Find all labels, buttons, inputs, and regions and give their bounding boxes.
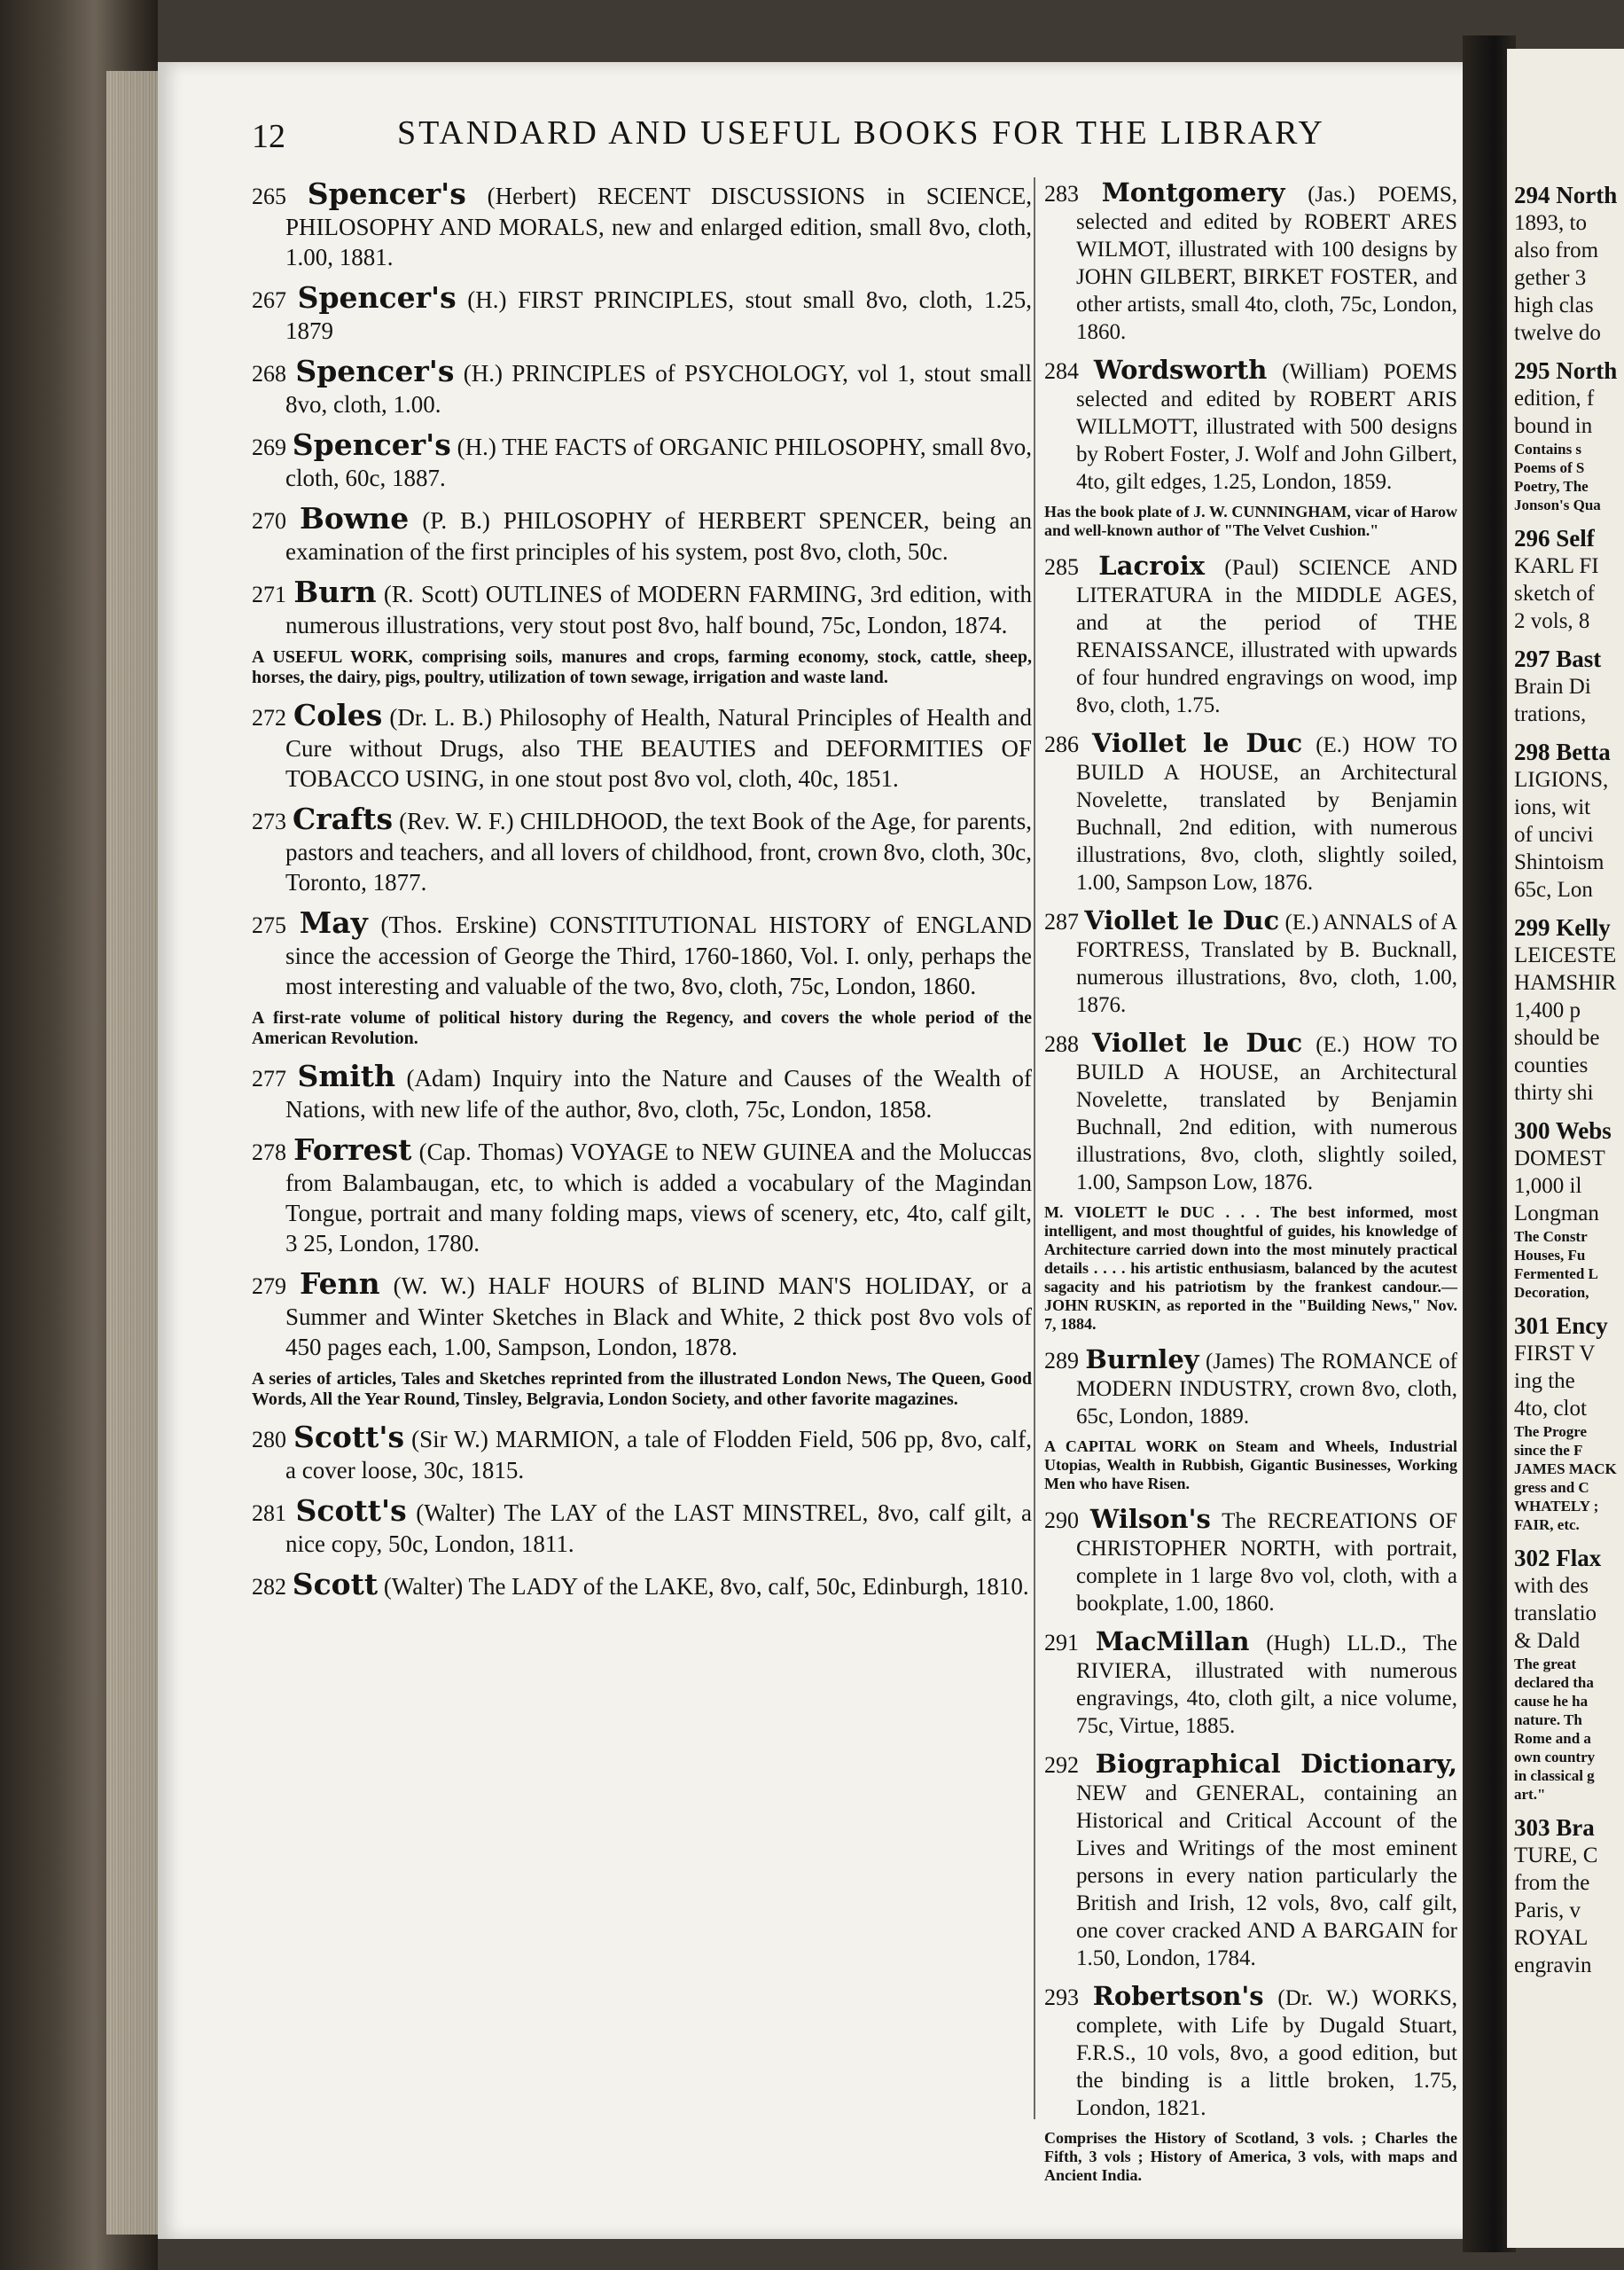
right-fragment-line: 298 Betta bbox=[1514, 739, 1611, 765]
right-fragment-line: since the F bbox=[1514, 1442, 1583, 1459]
right-fragment-line: 1,000 il bbox=[1514, 1174, 1582, 1198]
entry-number: 279 bbox=[252, 1273, 286, 1299]
right-fragment-line: The Progre bbox=[1514, 1423, 1587, 1440]
entry-author: May bbox=[299, 905, 368, 940]
right-fragment-line: FIRST V bbox=[1514, 1342, 1596, 1366]
right-fragment-line: of uncivi bbox=[1514, 823, 1594, 847]
right-fragment-line: engravin bbox=[1514, 1953, 1592, 1977]
right-fragment-line: cause he ha bbox=[1514, 1693, 1589, 1710]
entry-description: (Paul) SCIENCE AND LITERATURA in the MIDDLE AGES, and at the period of THE RENAISSANCE, illustrated with upwards of four hundred engravings on wood, imp 8vo, cloth, 1.75. bbox=[1076, 556, 1458, 717]
column-rule bbox=[1034, 177, 1035, 2119]
right-fragment-line: counties bbox=[1514, 1053, 1589, 1077]
entry-description: (Cap. Thomas) VOYAGE to NEW GUINEA and the Moluccas from Balambaugan, etc, to which is added a vocabulary of the Magindan Tongue, portrait and many folding maps, views of scenery, etc, 4to, calf gilt, 3 25, London, 1780. bbox=[285, 1139, 1033, 1256]
entry-number: 275 bbox=[252, 912, 286, 938]
right-fragment-line: Poetry, The bbox=[1514, 478, 1589, 495]
entry-author: Viollet le Duc bbox=[1084, 905, 1280, 935]
entry-number: 269 bbox=[252, 434, 286, 460]
entry-description: (Herbert) RECENT DISCUSSIONS in SCIENCE, PHILOSOPHY AND MORALS, new and enlarged edition, small 8vo, cloth, 1.00, 1881. bbox=[285, 183, 1032, 270]
entry-note: A CAPITAL WORK on Steam and Wheels, Industrial Utopias, Wealth in Rubbish, Gigantic Businesses, Working Men who have Risen. bbox=[1044, 1437, 1457, 1492]
right-fragment-line: 299 Kelly bbox=[1514, 914, 1611, 941]
entry-author: Spencer's bbox=[295, 354, 455, 388]
entry-description: (William) POEMS selected and edited by ROBERT ARIS WILLMOTT, illustrated with 500 designs by Robert Foster, J. Wolf and John Gilbert, 4to, gilt edges, 1.25, London, 1859. bbox=[1076, 360, 1458, 494]
entry-author: Burn bbox=[293, 575, 377, 609]
entry-number: 271 bbox=[252, 582, 286, 607]
entry-number: 280 bbox=[252, 1427, 286, 1452]
entry-description: (Dr. L. B.) Philosophy of Health, Natural Principles of Health and Cure without Drugs, also THE BEAUTIES and DEFORMITIES OF TOBACCO USING, in one stout post 8vo vol, cloth, 40c, 1851. bbox=[285, 704, 1033, 792]
right-fragment-line: declared tha bbox=[1514, 1674, 1594, 1691]
entry-number: 291 bbox=[1044, 1630, 1079, 1656]
right-fragment-line: 295 North bbox=[1514, 357, 1618, 384]
entry-number: 281 bbox=[252, 1500, 286, 1526]
entry-description: (H.) THE FACTS of ORGANIC PHILOSOPHY, small 8vo, cloth, 60c, 1887. bbox=[285, 434, 1032, 491]
entry-note: Comprises the History of Scotland, 3 vols. ; Charles the Fifth, 3 vols ; History of America, 3 vols, with maps and Ancient India. bbox=[1044, 2129, 1457, 2184]
right-fragment-line: The Constr bbox=[1514, 1228, 1588, 1245]
right-fragment-line: 303 Bra bbox=[1514, 1814, 1595, 1841]
right-fragment-line: nature. Th bbox=[1514, 1711, 1582, 1728]
right-fragment-line: 297 Bast bbox=[1514, 646, 1602, 672]
entry-description: (H.) FIRST PRINCIPLES, stout small 8vo, cloth, 1.25, 1879 bbox=[285, 286, 1033, 344]
right-fragment-line: 65c, Lon bbox=[1514, 878, 1593, 902]
catalog-entry bbox=[252, 1569, 1032, 1602]
running-title: STANDARD AND USEFUL BOOKS FOR THE LIBRARY bbox=[397, 114, 1325, 152]
right-fragment-line: 300 Webs bbox=[1514, 1117, 1612, 1144]
right-fragment-line: TURE, C bbox=[1514, 1843, 1598, 1867]
right-fragment-line: with des bbox=[1514, 1574, 1589, 1598]
right-fragment-line: LEICESTE bbox=[1514, 943, 1617, 967]
entry-number: 289 bbox=[1044, 1348, 1079, 1374]
right-fragment-line: Decoration, bbox=[1514, 1284, 1589, 1301]
left-column bbox=[252, 176, 1033, 1613]
right-fragment-line: 1,400 p bbox=[1514, 998, 1581, 1022]
entry-description: NEW and GENERAL, containing an Historical and Critical Account of the Lives and Writings of the most eminent persons in every nation particularly the British and Irish, 12 vols, 8vo, calf gilt, one cover cracked AND A BARGAIN for 1.50, London, 1784. bbox=[1076, 1781, 1457, 1970]
entry-description: (Walter) The LAY of the LAST MINSTREL, 8vo, calf gilt, a nice copy, 50c, London, 1811. bbox=[285, 1499, 1033, 1557]
entry-number: 265 bbox=[252, 184, 286, 209]
entry-author: Robertson's bbox=[1092, 1981, 1264, 2011]
entry-description: (Jas.) POEMS, selected and edited by ROBERT ARES WILMOT, illustrated with 100 designs by JOHN GILBERT, BIRKET FOSTER, and other artists, small 4to, cloth, 75c, London, 1860. bbox=[1076, 183, 1457, 344]
catalog-entry bbox=[252, 698, 1033, 794]
right-column-fragment bbox=[1514, 182, 1624, 1979]
entry-author: Crafts bbox=[293, 802, 394, 836]
entry-number: 282 bbox=[252, 1574, 286, 1600]
catalog-entry bbox=[252, 905, 1033, 1001]
right-fragment-line: 302 Flax bbox=[1514, 1545, 1602, 1571]
right-fragment-line: The great bbox=[1514, 1656, 1577, 1672]
entry-number: 283 bbox=[1044, 181, 1079, 207]
right-fragment-line: KARL FI bbox=[1514, 554, 1599, 578]
right-fragment-line: also from bbox=[1514, 239, 1599, 262]
entry-number: 292 bbox=[1044, 1752, 1079, 1778]
right-fragment-line: edition, f bbox=[1514, 387, 1595, 411]
entry-author: Fenn bbox=[300, 1266, 380, 1301]
entry-author: Spencer's bbox=[297, 280, 457, 315]
catalog-entry bbox=[252, 577, 1032, 640]
entry-description: (E.) HOW TO BUILD A HOUSE, an Architectural Novelette, translated by Benjamin Buchnall, 2nd edition, with numerous illustrations, 8vo, cloth, slightly soiled, 1.00, Sampson Low, 1876. bbox=[1076, 1033, 1458, 1194]
right-fragment-line: Poems of S bbox=[1514, 459, 1585, 476]
catalog-entry bbox=[1044, 1628, 1457, 1740]
catalog-entry bbox=[252, 1266, 1033, 1362]
catalog-entry bbox=[252, 356, 1032, 419]
right-fragment-line: WHATELY ; bbox=[1514, 1498, 1599, 1515]
right-fragment-line: DOMEST bbox=[1514, 1147, 1605, 1170]
entry-number: 284 bbox=[1044, 358, 1079, 384]
entry-description: (H.) PRINCIPLES of PSYCHOLOGY, vol 1, stout small 8vo, cloth, 1.00. bbox=[285, 360, 1033, 418]
right-fragment-line: Shintoism bbox=[1514, 850, 1604, 874]
entry-description: (James) The ROMANCE of MODERN INDUSTRY, crown 8vo, cloth, 65c, London, 1889. bbox=[1076, 1350, 1457, 1429]
entry-description: (Rev. W. F.) CHILDHOOD, the text Book of the Age, for parents, pastors and teachers, and all lovers of childhood, front, crown 8vo, cloth, 30c, Toronto, 1877. bbox=[285, 808, 1033, 896]
entry-description: (P. B.) PHILOSOPHY of HERBERT SPENCER, being an examination of the first principles of his system, post 8vo, cloth, 50c. bbox=[285, 507, 1032, 565]
right-fragment-line: JAMES MACK bbox=[1514, 1460, 1617, 1477]
entry-number: 287 bbox=[1044, 909, 1079, 935]
entry-author: MacMillan bbox=[1095, 1626, 1250, 1656]
right-fragment-line: Brain Di bbox=[1514, 675, 1591, 699]
right-fragment-line: gether 3 bbox=[1514, 266, 1587, 290]
right-fragment-line: in classical g bbox=[1514, 1767, 1595, 1784]
right-fragment-line: HAMSHIR bbox=[1514, 971, 1617, 995]
catalog-entry bbox=[1044, 356, 1457, 496]
right-fragment-line: & Dald bbox=[1514, 1629, 1581, 1653]
entry-number: 293 bbox=[1044, 1984, 1079, 2010]
right-fragment-line: own country bbox=[1514, 1749, 1596, 1765]
entry-author: Scott's bbox=[295, 1493, 407, 1528]
catalog-entry bbox=[1044, 1750, 1457, 1972]
entry-description: (R. Scott) OUTLINES of MODERN FARMING, 3rd edition, with numerous illustrations, very stout post 8vo, half bound, 75c, London, 1874. bbox=[285, 581, 1033, 638]
right-fragment-line: Paris, v bbox=[1514, 1898, 1581, 1922]
right-fragment-line: 1893, to bbox=[1514, 211, 1587, 235]
catalog-entry bbox=[1044, 1506, 1457, 1617]
entry-author: Wordsworth bbox=[1093, 355, 1268, 385]
entry-number: 286 bbox=[1044, 732, 1079, 757]
page-edges bbox=[106, 71, 160, 2235]
catalog-entry bbox=[1044, 1029, 1457, 1196]
catalog-entry bbox=[252, 1132, 1033, 1258]
right-fragment-line: bound in bbox=[1514, 414, 1593, 438]
right-fragment-line: Rome and a bbox=[1514, 1730, 1591, 1747]
right-fragment-line: translatio bbox=[1514, 1601, 1597, 1625]
entry-author: Viollet le Duc bbox=[1091, 1028, 1303, 1058]
right-fragment-line: Longman bbox=[1514, 1202, 1599, 1225]
right-fragment-line: gress and C bbox=[1514, 1479, 1589, 1496]
catalog-entry bbox=[252, 804, 1032, 897]
right-fragment-line: 2 vols, 8 bbox=[1514, 609, 1590, 633]
right-fragment-line: 294 North bbox=[1514, 182, 1618, 208]
entry-description: (E.) HOW TO BUILD A HOUSE, an Architectural Novelette, translated by Benjamin Buchnall, 2nd edition, with numerous illustrations, 8vo, cloth, slightly soiled, 1.00, Sampson Low, 1876. bbox=[1076, 733, 1458, 895]
catalog-entry bbox=[1044, 907, 1457, 1019]
entry-author: Scott bbox=[292, 1567, 379, 1601]
entry-number: 267 bbox=[252, 287, 286, 313]
right-fragment-line: from the bbox=[1514, 1871, 1590, 1895]
entry-author: Viollet le Duc bbox=[1091, 728, 1303, 758]
entry-author: Montgomery bbox=[1101, 177, 1285, 207]
middle-column bbox=[1044, 179, 1457, 2197]
entry-description: (Adam) Inquiry into the Nature and Causes of the Wealth of Nations, with new life of the author, 8vo, cloth, 75c, London, 1858. bbox=[285, 1065, 1032, 1123]
entry-description: (Sir W.) MARMION, a tale of Flodden Field, 506 pp, 8vo, calf, a cover loose, 30c, 1815. bbox=[285, 1426, 1032, 1483]
entry-author: Spencer's bbox=[307, 176, 466, 211]
catalog-entry bbox=[252, 1493, 1033, 1559]
entry-number: 290 bbox=[1044, 1507, 1079, 1533]
right-fragment-line: ing the bbox=[1514, 1369, 1575, 1393]
entry-number: 277 bbox=[252, 1066, 286, 1092]
entry-description: (W. W.) HALF HOURS of BLIND MAN'S HOLIDAY, or a Summer and Winter Sketches in Black and White, 2 thick post 8vo vols of 450 pages each, 1.00, Sampson, London, 1878. bbox=[285, 1272, 1033, 1360]
right-fragment-line: twelve do bbox=[1514, 321, 1601, 345]
right-fragment-line: LIGIONS, bbox=[1514, 768, 1609, 792]
right-fragment-line: 4to, clot bbox=[1514, 1397, 1587, 1421]
catalog-entry bbox=[1044, 179, 1457, 346]
catalog-entry bbox=[1044, 1346, 1457, 1430]
entry-number: 270 bbox=[252, 508, 286, 534]
catalog-entry bbox=[1044, 730, 1457, 896]
right-fragment-line: Jonson's Qua bbox=[1514, 497, 1601, 513]
right-page-fragment bbox=[1507, 49, 1624, 2248]
entry-author: Scott's bbox=[293, 1420, 405, 1454]
entry-description: (E.) ANNALS of A FORTRESS, Translated by B. Bucknall, numerous illustrations, 8vo, cloth, 1.00, 1876. bbox=[1076, 911, 1458, 1017]
entry-number: 278 bbox=[252, 1139, 286, 1165]
right-fragment-line: trations, bbox=[1514, 702, 1587, 726]
entry-note: A USEFUL WORK, comprising soils, manures and crops, farming economy, stock, cattle, sheep, horses, the dairy, pigs, poultry, utilization of town sewage, irrigation and waste land. bbox=[252, 647, 1032, 687]
entry-number: 268 bbox=[252, 361, 286, 387]
right-fragment-line: Houses, Fu bbox=[1514, 1247, 1586, 1264]
right-fragment-line: thirty shi bbox=[1514, 1081, 1594, 1105]
catalog-entry bbox=[252, 1061, 1032, 1124]
entry-note: Has the book plate of J. W. CUNNINGHAM, vicar of Harow and well-known author of "The Velvet Cushion." bbox=[1044, 503, 1457, 539]
right-fragment-line: should be bbox=[1514, 1026, 1600, 1050]
entry-author: Forrest bbox=[293, 1132, 412, 1167]
page-number: 12 bbox=[252, 118, 285, 155]
catalog-entry bbox=[252, 176, 1032, 272]
entry-author: Wilson's bbox=[1089, 1504, 1211, 1534]
right-fragment-line: 301 Ency bbox=[1514, 1312, 1608, 1339]
entry-author: Spencer's bbox=[292, 427, 451, 462]
entry-number: 288 bbox=[1044, 1031, 1079, 1057]
right-fragment-line: sketch of bbox=[1514, 582, 1595, 606]
entry-description: The RECREATIONS OF CHRISTOPHER NORTH, with portrait, complete in 1 large 8vo vol, cloth, with a bookplate, 1.00, 1860. bbox=[1076, 1509, 1457, 1616]
catalog-entry bbox=[1044, 552, 1457, 719]
right-fragment-line: high clas bbox=[1514, 294, 1594, 317]
right-fragment-line: Contains s bbox=[1514, 441, 1582, 458]
page-header bbox=[158, 105, 1479, 176]
catalog-entry bbox=[1044, 1983, 1457, 2122]
right-fragment-line: Fermented L bbox=[1514, 1265, 1598, 1282]
right-fragment-line: FAIR, etc. bbox=[1514, 1516, 1580, 1533]
right-fragment-line: ROYAL bbox=[1514, 1926, 1589, 1950]
entry-author: Smith bbox=[297, 1059, 396, 1093]
entry-note: A first-rate volume of political history during the Regency, and covers the whole period of the American Revolution. bbox=[252, 1008, 1032, 1048]
catalog-entry bbox=[252, 427, 1032, 493]
entry-note: M. VIOLETT le DUC . . . The best informed, most intelligent, and most thoughtful of guides, his knowledge of Architecture carried down into the most minutely practical details . . . . his artistic enthusiasm, balanced by the acutest sagacity and his patriotism by the frankest candour.—JOHN RUSKIN, as reported in the "Building News," Nov. 7, 1884. bbox=[1044, 1203, 1457, 1333]
catalog-entry bbox=[252, 280, 1033, 346]
entry-author: Bowne bbox=[300, 501, 410, 536]
right-fragment-line: ions, wit bbox=[1514, 795, 1591, 819]
entry-author: Coles bbox=[293, 698, 383, 732]
catalog-entry bbox=[252, 1422, 1032, 1485]
entry-description: (Hugh) LL.D., The RIVIERA, illustrated with numerous engravings, 4to, cloth gilt, a nice volume, 75c, Virtue, 1885. bbox=[1076, 1632, 1458, 1738]
entry-author: Biographical Dictionary, bbox=[1095, 1749, 1457, 1779]
entry-author: Lacroix bbox=[1098, 551, 1206, 581]
entry-description: (Thos. Erskine) CONSTITUTIONAL HISTORY of ENGLAND since the accession of George the Third, 1760-1860, Vol. I. only, perhaps the most interesting and valuable of the two, 8vo, cloth, 75c, London, 1860. bbox=[285, 912, 1033, 999]
entry-note: A series of articles, Tales and Sketches reprinted from the illustrated London News, The Queen, Good Words, All the Year Round, Tinsley, Belgravia, London Society, and other favorite magazines. bbox=[252, 1369, 1032, 1409]
entry-description: (Walter) The LADY of the LAKE, 8vo, calf, 50c, Edinburgh, 1810. bbox=[383, 1573, 1029, 1600]
entry-number: 272 bbox=[252, 705, 286, 731]
right-fragment-line: art." bbox=[1514, 1786, 1546, 1803]
entry-description: (Dr. W.) WORKS, complete, with Life by Dugald Stuart, F.R.S., 10 vols, 8vo, a good edition, but the binding is a little broken, 1.75, London, 1821. bbox=[1076, 1986, 1458, 2120]
left-page bbox=[158, 62, 1479, 2239]
catalog-entry bbox=[252, 501, 1032, 567]
right-fragment-line: 296 Self bbox=[1514, 525, 1595, 552]
entry-number: 285 bbox=[1044, 554, 1079, 580]
entry-author: Burnley bbox=[1085, 1344, 1199, 1374]
entry-number: 273 bbox=[252, 809, 286, 834]
